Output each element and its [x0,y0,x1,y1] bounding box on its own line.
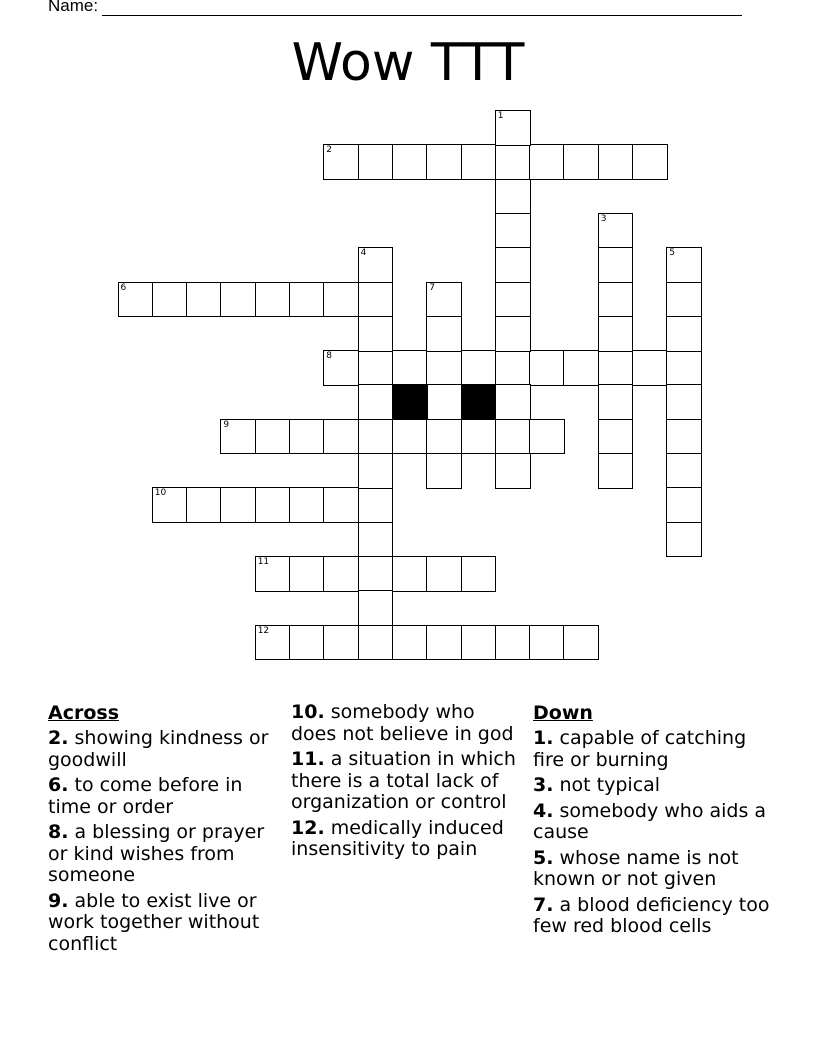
grid-cell[interactable] [358,247,394,283]
grid-cell[interactable] [495,247,531,283]
grid-cell[interactable] [323,282,359,318]
grid-cell[interactable] [563,144,599,180]
clue-number: 11 [257,556,270,567]
grid-cell[interactable] [289,282,325,318]
grid-cell[interactable] [495,144,531,180]
across-clues-column-1 [48,702,278,959]
grid-cell[interactable] [666,487,702,523]
grid-cell[interactable] [358,282,394,318]
grid-cell[interactable] [358,487,394,523]
grid-cell[interactable] [666,350,702,386]
across-clue-8: 8. a blessing or prayer or kind wishes from someone [48,821,265,886]
grid-cell[interactable] [392,556,428,592]
grid-cell[interactable] [323,419,359,455]
clue-number: 7 [429,282,435,293]
grid-cell[interactable] [220,419,256,455]
grid-cell[interactable] [495,110,531,146]
grid-cell[interactable] [426,316,462,352]
grid-cell[interactable] [392,350,428,386]
grid-cell[interactable] [598,453,634,489]
down-clues-column [533,702,773,942]
grid-cell[interactable] [289,625,325,661]
grid-cell[interactable] [426,384,462,420]
grid-cell[interactable] [563,350,599,386]
grid-cell[interactable] [220,282,256,318]
grid-cell[interactable] [392,625,428,661]
grid-cell[interactable] [358,590,394,626]
grid-cell[interactable] [598,282,634,318]
down-clue-1: 1. capable of catching fire or burning [533,727,747,771]
across-clue-10: 10. somebody who does not believe in god [291,701,514,745]
grid-cell[interactable] [495,625,531,661]
grid-cell[interactable] [358,384,394,420]
grid-cell[interactable] [323,625,359,661]
grid-cell[interactable] [495,350,531,386]
grid-cell[interactable] [461,144,497,180]
grid-cell[interactable] [529,144,565,180]
grid-cell[interactable] [186,487,222,523]
grid-cell[interactable] [426,350,462,386]
grid-cell[interactable] [666,419,702,455]
grid-cell[interactable] [392,419,428,455]
grid-cell[interactable] [666,282,702,318]
down-clue-3: 3. not typical [533,774,661,796]
across-clues-column-2 [291,702,523,865]
grid-cell[interactable] [323,144,359,180]
grid-cell[interactable] [220,487,256,523]
grid-cell[interactable] [358,316,394,352]
down-clue-7: 7. a blood deficiency too few red blood cells [533,893,770,937]
grid-cell[interactable] [392,144,428,180]
grid-cell[interactable] [598,144,634,180]
grid-cell[interactable] [426,453,462,489]
across-clue-2: 2. showing kindness or goodwill [48,727,269,771]
grid-cell[interactable] [666,453,702,489]
across-clue-6: 6. to come before in time or order [48,774,243,818]
clue-number: 9 [223,419,230,430]
grid-cell[interactable] [563,625,599,661]
clue-number: 2 [326,145,333,156]
grid-cell[interactable] [118,282,154,318]
grid-cell[interactable] [495,213,531,249]
across-clue-11: 11. a situation in which there is a total lack of organization or control [291,748,516,813]
grid-cell[interactable] [632,350,668,386]
grid-cell[interactable] [495,419,531,455]
grid-cell[interactable] [461,419,497,455]
grid-block [461,384,497,420]
grid-cell[interactable] [426,556,462,592]
grid-cell[interactable] [289,487,325,523]
grid-cell[interactable] [598,419,634,455]
grid-cell[interactable] [426,144,462,180]
clue-number: 1 [497,111,504,121]
grid-cell[interactable] [666,247,702,283]
clue-number: 8 [326,351,333,362]
grid-cell[interactable] [495,384,531,420]
grid-cell[interactable] [666,316,702,352]
grid-cell[interactable] [289,419,325,455]
across-heading: Across [48,702,120,724]
grid-block [392,384,428,420]
grid-cell[interactable] [426,282,462,318]
grid-cell[interactable] [529,625,565,661]
grid-cell[interactable] [152,487,188,523]
clue-number: 6 [120,282,127,293]
across-clue-12: 12. medically induced insensitivity to pain [291,816,504,860]
grid-cell[interactable] [186,282,222,318]
grid-cell[interactable] [255,487,291,523]
grid-cell[interactable] [426,625,462,661]
grid-cell[interactable] [255,282,291,318]
grid-cell[interactable] [358,522,394,558]
grid-cell[interactable] [426,419,462,455]
grid-cell[interactable] [666,384,702,420]
grid-cell[interactable] [598,316,634,352]
grid-cell[interactable] [323,487,359,523]
down-clue-5: 5. whose name is not known or not given [533,846,739,890]
grid-cell[interactable] [632,144,668,180]
clue-number: 4 [360,248,367,259]
grid-cell[interactable] [598,350,634,386]
grid-cell[interactable] [323,350,359,386]
down-heading: Down [533,702,593,724]
grid-cell[interactable] [289,556,325,592]
grid-cell[interactable] [666,522,702,558]
grid-cell[interactable] [358,144,394,180]
grid-cell[interactable] [495,179,531,215]
grid-cell[interactable] [529,419,565,455]
grid-cell[interactable] [358,625,394,661]
grid-cell[interactable] [255,419,291,455]
grid-cell[interactable] [495,316,531,352]
clue-number: 3 [600,213,607,224]
grid-cell[interactable] [461,350,497,386]
puzzle-title: Wow TTT [291,33,525,93]
grid-cell[interactable] [152,282,188,318]
grid-cell[interactable] [358,350,394,386]
down-clue-4: 4. somebody who aids a cause [533,799,767,843]
clue-number: 10 [154,488,167,499]
grid-cell[interactable] [358,453,394,489]
grid-cell[interactable] [358,419,394,455]
grid-cell[interactable] [598,213,634,249]
grid-cell[interactable] [255,556,291,592]
grid-cell[interactable] [495,282,531,318]
clue-number: 12 [257,625,270,636]
grid-cell[interactable] [255,625,291,661]
clue-number: 5 [669,248,676,259]
grid-cell[interactable] [598,384,634,420]
across-clue-9: 9. able to exist live or work together without conflict [48,889,260,955]
grid-cell[interactable] [323,556,359,592]
grid-cell[interactable] [461,556,497,592]
grid-cell[interactable] [358,556,394,592]
grid-cell[interactable] [529,350,565,386]
grid-cell[interactable] [495,453,531,489]
grid-cell[interactable] [598,247,634,283]
grid-cell[interactable] [461,625,497,661]
name-label: Name: [48,0,99,15]
